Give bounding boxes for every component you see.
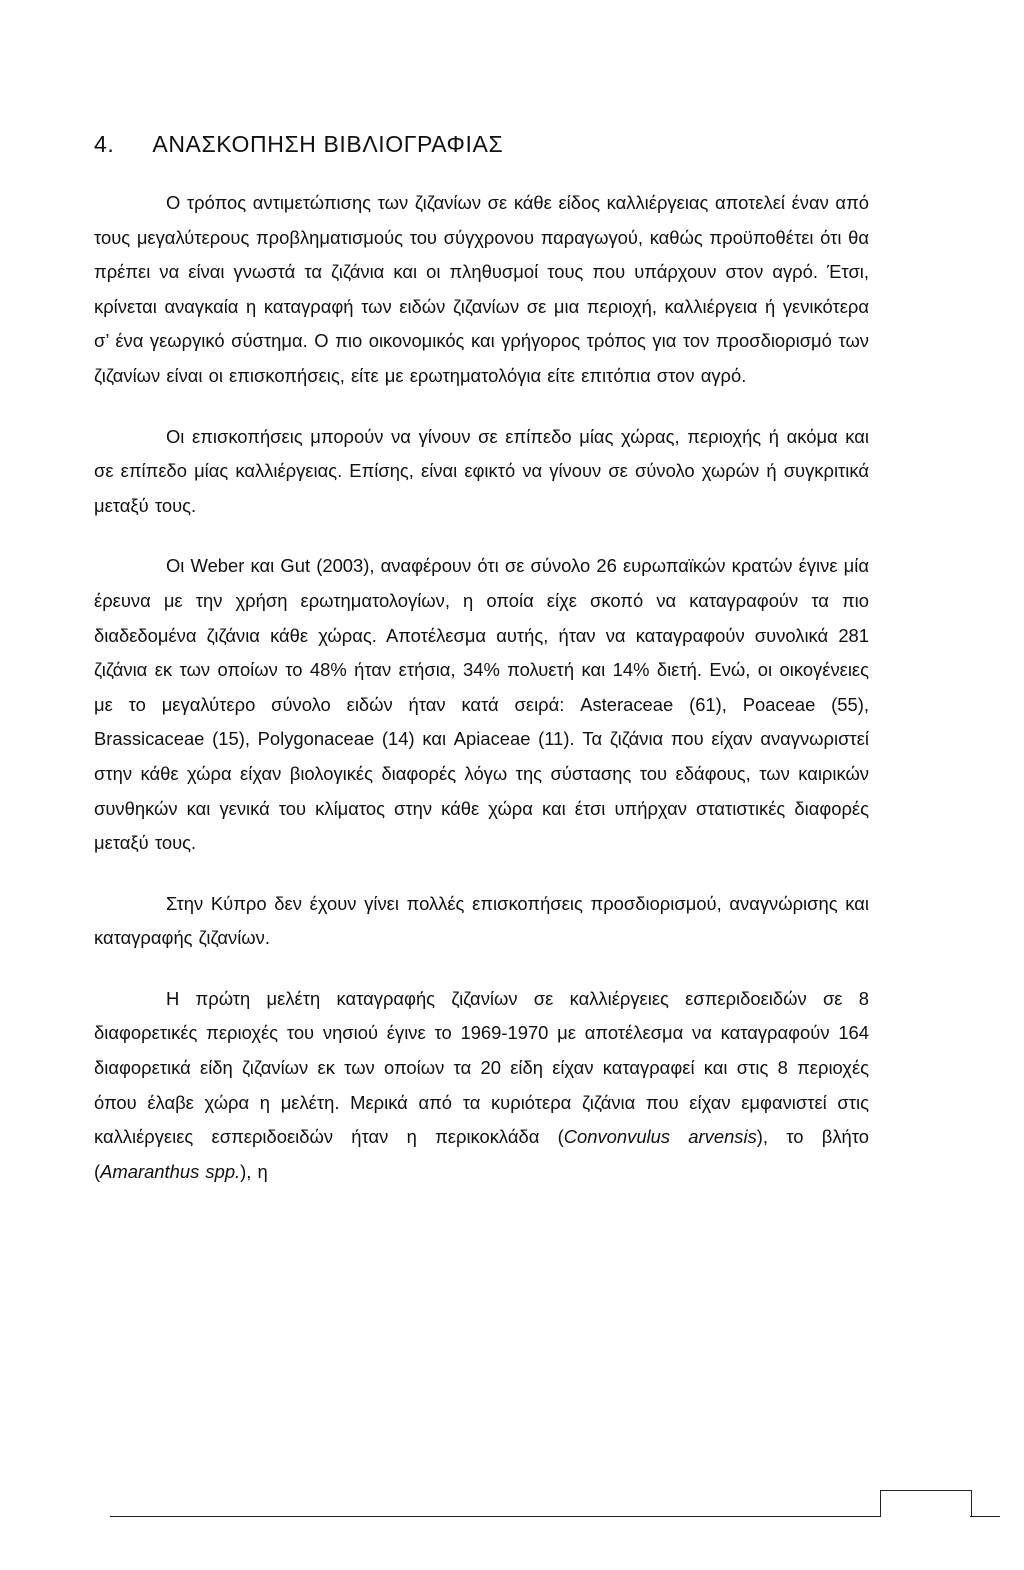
section-number: 4.: [94, 131, 115, 157]
paragraph-text: ), το βλήτο (: [94, 1126, 870, 1182]
paragraph-survey-levels: Οι επισκοπήσεις μπορούν να γίνουν σε επίπεδο μίας χώρας, περιοχής ή ακόμα και σε επίπεδο μίας καλλιέργειας. Επίσης, είναι εφικτό να γίνουν σε σύνολο χωρών ή συγκριτικά μεταξύ τους.: [94, 425, 869, 516]
species-name: Convonvulus arvensis: [563, 1126, 757, 1148]
section-heading: [94, 120, 869, 168]
footer-bracket: [880, 1490, 972, 1517]
paragraph-cyprus: Στην Κύπρο δεν έχουν γίνει πολλές επισκοπήσεις προσδιορισμού, αναγνώρισης και καταγραφής ζιζανίων.: [94, 892, 869, 949]
document-page: [94, 120, 869, 1189]
footer-rule: [110, 1516, 880, 1517]
paragraph-text: ), η: [240, 1160, 268, 1182]
species-name: Amaranthus spp.: [100, 1160, 241, 1182]
paragraph-weber-gut: Οι Weber και Gut (2003), αναφέρουν ότι σε σύνολο 26 ευρωπαϊκών κρατών έγινε μία έρευνα με την χρήση ερωτηματολογίων, η οποία είχε σκοπό να καταγραφούν τα πιο διαδεδομένα ζιζάνια κάθε χώρας. Αποτέλεσμα αυτής, ήταν να καταγραφούν συνολικά 281 ζιζάνια εκ των οποίων το 48% ήταν ετήσια, 34% πολυετή και 14% διετή. Ενώ, οι οικογένειες με το μεγαλύτερο σύνολο ειδών ήταν κατά σειρά: Asteraceae (61), Poaceae (55), Brassicaceae (15), Polygonaceae (14) και Apiaceae (11). Τα ζιζάνια που είχαν αναγνωριστεί στην κάθε χώρα είχαν βιολογικές διαφορές λόγω της σύστασης του εδάφους, των καιρικών συνθηκών και γενικά του κλίματος στην κάθε χώρα και έτσι υπήρχαν στατιστικές διαφορές μεταξύ τους.: [94, 555, 869, 854]
footer-bracket-tail: [970, 1490, 1000, 1517]
section-title: ΑΝΑΣΚΟΠΗΣΗ ΒΙΒΛΙΟΓΡΑΦΙΑΣ: [152, 131, 504, 157]
paragraph-text: Η πρώτη μελέτη καταγραφής ζιζανίων σε καλλιέργειες εσπεριδοειδών σε 8 διαφορετικές περιοχές του νησιού έγινε το 1969-1970 με αποτέλεσμα να καταγραφούν 164 διαφορετικά είδη ζιζανίων εκ των οποίων τα 20 είδη είχαν καταγραφεί και στις 8 περιοχές όπου έλαβε χώρα η μελέτη. Μερικά από τα κυριότερα ζιζάνια που είχαν εμφανιστεί στις καλλιέργειες εσπεριδοειδών ήταν η περικοκλάδα (: [94, 987, 869, 1148]
paragraph-weed-management: Ο τρόπος αντιμετώπισης των ζιζανίων σε κάθε είδος καλλιέργειας αποτελεί έναν από τους μεγαλύτερους προβληματισμούς του σύγχρονου παραγωγού, καθώς προϋποθέτει ότι θα πρέπει να είναι γνωστά τα ζιζάνια και οι πληθυσμοί τους που υπάρχουν στον αγρό. Έτσι, κρίνεται αναγκαία η καταγραφή των ειδών ζιζανίων σε μια περιοχή, καλλιέργεια ή γενικότερα σ’ ένα γεωργικό σύστημα. Ο πιο οικονομικός και γρήγορος τρόπος για τον προσδιορισμό των ζιζανίων είναι οι επισκοπήσεις, είτε με ερωτηματολόγια είτε επιτόπια στον αγρό.: [94, 192, 869, 386]
paragraph-first-study: [94, 982, 869, 1190]
